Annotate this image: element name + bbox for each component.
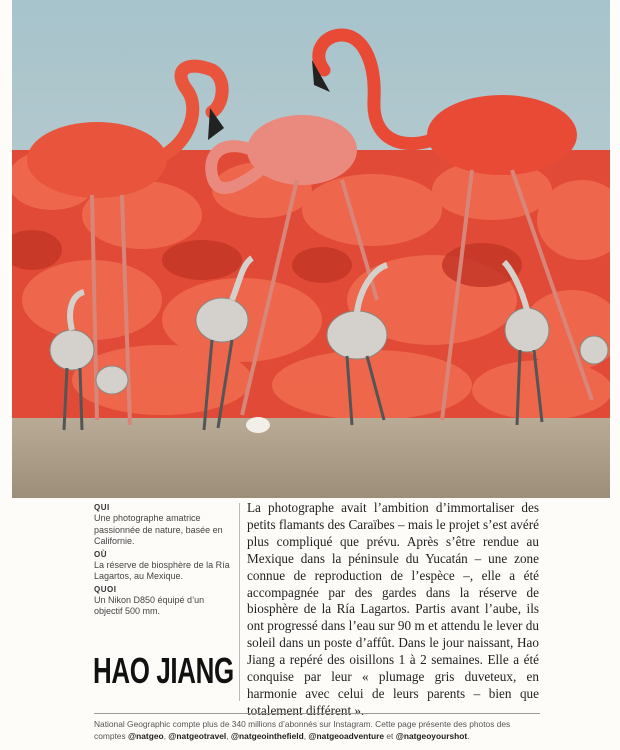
where-value: La réserve de biosphère de la Ría Lagartos, au Mexique. [94,559,230,581]
footer-text: National Geographic compte plus de 340 millions d’abonnés sur Instagram. Cette page présente des photos des comptes [94,719,511,741]
where-label: OÙ [94,549,107,559]
account-natgeotravel[interactable]: @natgeotravel [168,731,227,741]
footer-and: et [384,731,396,741]
footer-divider [94,713,540,714]
flamingo-illustration [12,0,610,498]
article-body: La photographe avait l’ambition d’immortaliser des petits flamants des Caraïbes – mais le projet s’est avéré plus compliqué que prévu. Après s’être rendue au Mexique dans la péninsule du Yucatán – une zone connue de reproduction de l’espèce –, elle a été accompagnée par des gardes dans la réserve de biosphère de la Ría Lagartos. Partis avant l’aube, ils ont progressé dans l’eau sur 90 m et attendu le lever du soleil dans un poste d’affût. Dans le jour naissant, Hao Jiang a repéré des oisillons 1 à 2 semaines. Elle a été conquise par leur « plumage gris duveteux, en harmonie avec celui de leurs parents – bien que totalement différent ». [247,500,539,718]
footer-sep: , [163,731,169,741]
account-natgeointhefield[interactable]: @natgeointhefield [230,731,304,741]
account-natgeoyourshot[interactable]: @natgeoyourshot [395,731,468,741]
info-sidebar [94,503,234,620]
footer-end: . [467,731,470,741]
what-label: QUOI [94,584,117,594]
who-label: QUI [94,503,110,512]
footer-note [94,718,544,742]
what-value: Un Nikon D850 équipé d’un objectif 500 mm. [94,594,205,616]
account-natgeoadventure[interactable]: @natgeoadventure [308,731,385,741]
account-natgeo[interactable]: @natgeo [127,731,164,741]
footer-sep: , [303,731,309,741]
flamingo-photo [12,0,610,498]
column-divider [239,503,240,701]
footer-sep: , [226,731,231,741]
who-value: Une photographe amatrice passionnée de nature, basée en Californie. [94,513,223,546]
author-name: HAO JIANG [93,650,234,691]
